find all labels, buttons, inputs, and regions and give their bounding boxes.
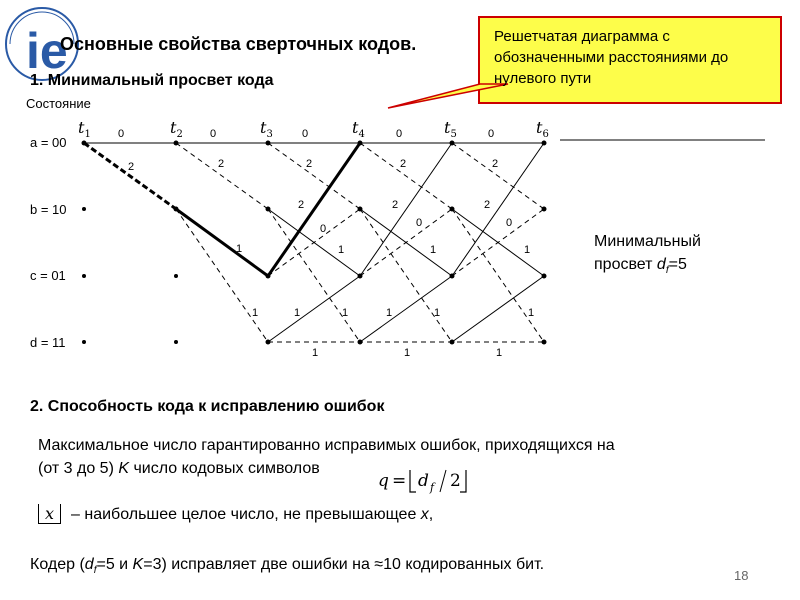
floor-right-bracket <box>460 470 466 492</box>
time-label-t1: $t_1$ <box>78 118 91 141</box>
branch-label-b-d: 1 <box>528 307 535 319</box>
time-label-t4: $t_4$ <box>352 118 365 141</box>
formula-two: 2 <box>450 471 461 491</box>
state-a: a = 00 <box>30 135 67 150</box>
branch-label-a-b: 2 <box>400 158 407 170</box>
formula-q <box>376 466 486 496</box>
state-header: Состояние <box>26 96 91 111</box>
branch-label-b-c: 1 <box>338 244 345 256</box>
time-label-t6: $t_6$ <box>536 118 549 141</box>
branch-label-d-d: 1 <box>496 347 503 359</box>
branch-label-a-b: 2 <box>306 158 313 170</box>
floor-symbol-x: x <box>38 504 61 524</box>
slide-title: Основные свойства сверточных кодов. <box>60 34 417 54</box>
branch-label-c-a: 2 <box>392 199 399 211</box>
branch-label-c-b: 0 <box>320 223 327 235</box>
paragraph-line1: Максимальное число гарантированно исправимых ошибок, приходящихся на <box>38 437 615 454</box>
branch-label-d-c: 1 <box>294 307 301 319</box>
branch-label-c-a: 2 <box>484 199 491 211</box>
callout-text: Решетчатая диаграмма с обозначенными расстояниями до нулевого пути <box>494 28 729 87</box>
paragraph-line2: (от 3 до 5) K число кодовых символов <box>38 460 320 477</box>
branch-label-d-c: 1 <box>386 307 393 319</box>
state-d: d = 11 <box>30 335 66 350</box>
formula-slash <box>440 470 446 492</box>
coder-note: Кодер ($d_f=5$ и K=3) исправляет две ошибки на ≈10 кодированных бит. <box>30 556 545 577</box>
branch-label-b-c: 1 <box>430 244 437 256</box>
branch-label-b-c: 1 <box>524 244 531 256</box>
top-label: 0 <box>396 128 403 140</box>
section2-heading: 2. Способность кода к исправлению ошибок <box>30 398 385 415</box>
floor-note: x – наибольшее целое число, не превышающее x, <box>38 504 433 524</box>
branch-label-c-b: 0 <box>416 217 423 229</box>
formula-q-symbol: q <box>378 471 389 491</box>
branch-label-d-d: 1 <box>404 347 411 359</box>
state-b: b = 10 <box>30 202 67 217</box>
top-label: 0 <box>488 128 495 140</box>
trellis-dashed-branches <box>176 143 544 342</box>
state-c: c = 01 <box>30 268 66 283</box>
floor-left-bracket <box>410 470 416 492</box>
branch-label-d-d: 1 <box>312 347 319 359</box>
time-label-t2: $t_2$ <box>170 118 183 141</box>
top-label: 0 <box>302 128 309 140</box>
formula-d: d <box>418 471 429 491</box>
branch-label-b-d: 1 <box>252 307 259 319</box>
branch-labels <box>118 128 534 359</box>
top-label: 0 <box>118 128 125 140</box>
branch-label-b-d: 1 <box>434 307 441 319</box>
min-distance-line1: Минимальный <box>594 233 701 250</box>
branch-label-b-d: 1 <box>342 307 349 319</box>
branch-label-a-b: 2 <box>492 158 499 170</box>
time-label-t5: $t_5$ <box>444 118 457 141</box>
branch-label-c-b: 0 <box>506 217 513 229</box>
branch-label-b-c: 1 <box>236 243 243 255</box>
top-label: 0 <box>210 128 217 140</box>
min-distance-line2: просвет $d_f=5$ <box>594 256 687 277</box>
min-distance-note <box>594 230 701 282</box>
branch-label-c-a: 2 <box>298 199 305 211</box>
formula-f-sub: f <box>430 481 435 494</box>
branch-label-a-b: 2 <box>218 158 225 170</box>
section1-heading: 1. Минимальный просвет кода <box>30 72 274 89</box>
formula-equals: = <box>392 471 407 491</box>
branch-label-a-b: 2 <box>128 161 135 173</box>
time-label-t3: $t_3$ <box>260 118 273 141</box>
page-number: 18 <box>734 568 749 583</box>
logo-letters: ie <box>26 23 68 79</box>
